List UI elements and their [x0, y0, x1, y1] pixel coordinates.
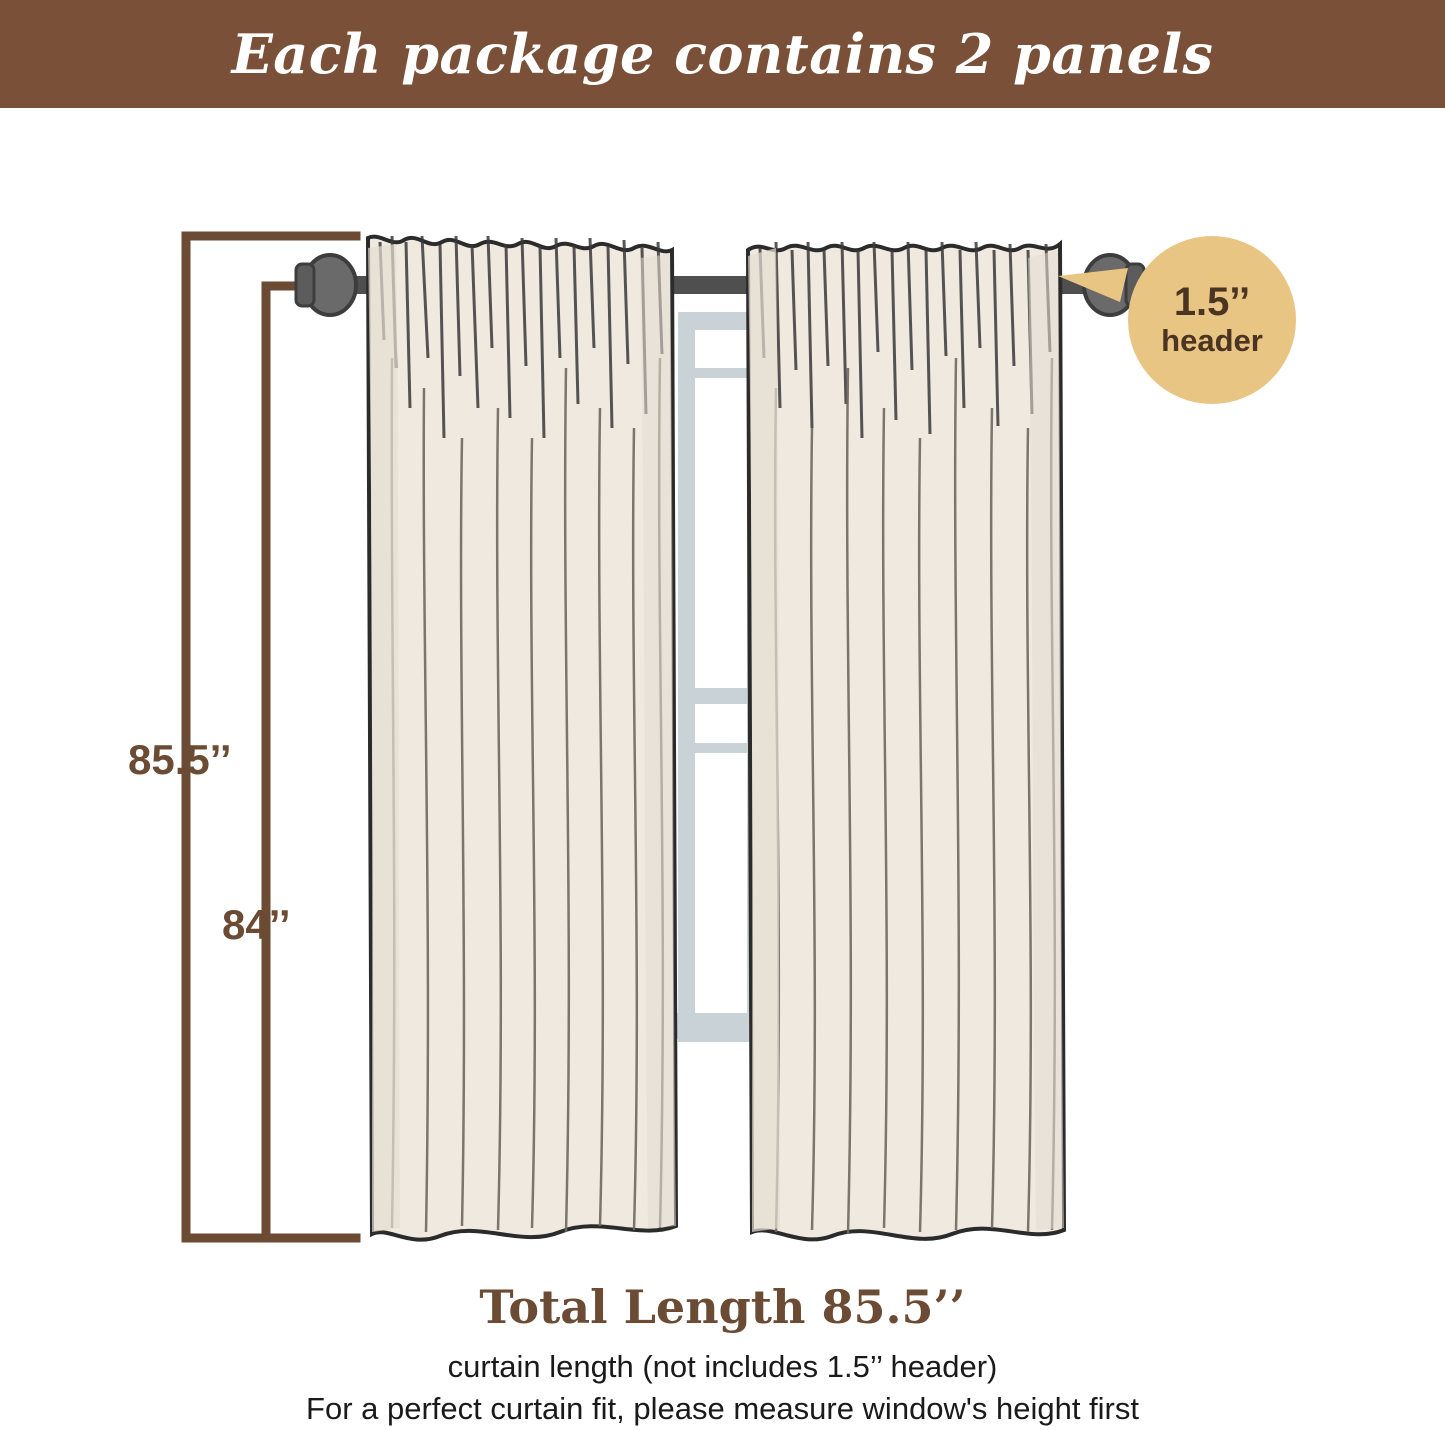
header-banner — [0, 0, 1445, 108]
footer-title: Total Length 85.5’’ — [479, 1280, 966, 1334]
callout-label: header — [1161, 323, 1263, 359]
footer-note-1: curtain length (not includes 1.5’’ header) — [447, 1349, 998, 1384]
right-curtain-panel — [748, 242, 1064, 1239]
diagram-stage — [0, 108, 1445, 1298]
callout-measurement: 1.5’’ — [1173, 280, 1251, 325]
footer-notes — [0, 1280, 1445, 1430]
total-length-dimension-label: 85.5’’ — [128, 736, 232, 783]
curtain-length-dimension-label: 84’’ — [222, 901, 291, 948]
banner-title: Each package contains 2 panels — [231, 22, 1214, 86]
left-curtain-panel — [368, 236, 676, 1240]
header-callout-bubble — [1128, 236, 1296, 404]
footer-note-2: For a perfect curtain fit, please measure window's height first — [306, 1390, 1139, 1426]
